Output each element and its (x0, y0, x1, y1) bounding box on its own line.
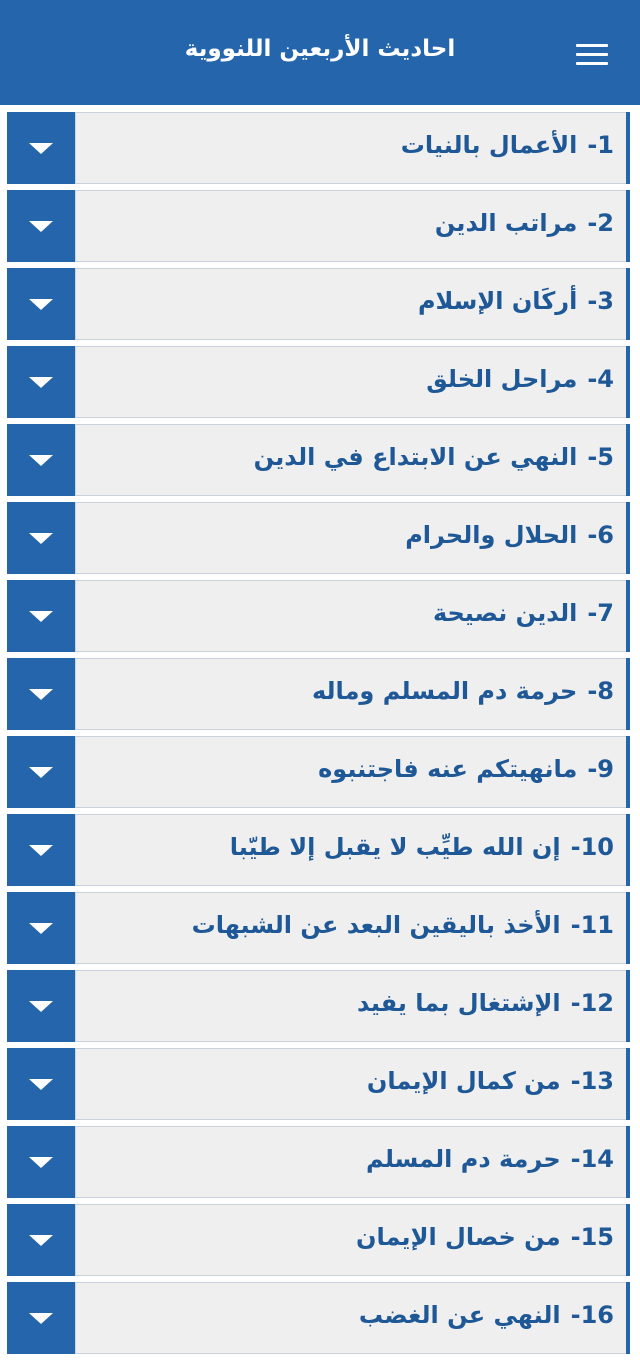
chevron-down-icon (29, 143, 53, 154)
chevron-down-icon (29, 1079, 53, 1090)
expand-button[interactable] (7, 892, 75, 964)
item-edge (626, 892, 630, 964)
item-label-box[interactable] (75, 814, 626, 886)
chevron-down-icon (29, 299, 53, 310)
list-item[interactable] (0, 736, 640, 808)
item-edge (626, 502, 630, 574)
item-edge (626, 1204, 630, 1276)
hamburger-menu-icon[interactable] (572, 38, 612, 74)
item-number: 8- (587, 677, 614, 705)
item-title: حرمة دم المسلم وماله (311, 677, 578, 705)
item-title: مراحل الخلق (426, 365, 578, 393)
app-header (0, 0, 640, 105)
item-number: 5- (587, 443, 614, 471)
list-item[interactable] (0, 814, 640, 886)
item-label (418, 287, 614, 315)
expand-button[interactable] (7, 112, 75, 184)
item-edge (626, 1282, 630, 1354)
item-label-box[interactable] (75, 970, 626, 1042)
item-number: 7- (587, 599, 614, 627)
item-label-box[interactable] (75, 892, 626, 964)
item-label-box[interactable] (75, 346, 626, 418)
chevron-down-icon (29, 1157, 53, 1168)
item-title: مانهيتكم عنه فاجتنبوه (318, 755, 578, 783)
item-number: 2- (587, 209, 614, 237)
item-label (230, 833, 614, 861)
chevron-down-icon (29, 533, 53, 544)
list-item[interactable] (0, 1282, 640, 1354)
page-title: احاديث الأربعين اللنووية (184, 36, 456, 62)
item-title: أركَان الإسلام (417, 287, 578, 315)
item-label (192, 911, 614, 939)
expand-button[interactable] (7, 502, 75, 574)
chevron-down-icon (29, 1313, 53, 1324)
item-title: إن الله طيِّب لا يقبل إلا طيّبا (229, 833, 561, 861)
item-label (356, 1223, 614, 1251)
item-edge (626, 814, 630, 886)
item-label (433, 599, 614, 627)
item-number: 10- (570, 833, 614, 861)
item-edge (626, 658, 630, 730)
item-title: الأعمال بالنيات (400, 131, 578, 159)
item-title: من خصال الإيمان (355, 1223, 561, 1251)
item-label-box[interactable] (75, 1282, 626, 1354)
item-edge (626, 268, 630, 340)
chevron-down-icon (29, 455, 53, 466)
list-item[interactable] (0, 190, 640, 262)
item-title: حرمة دم المسلم (366, 1145, 561, 1173)
item-label-box[interactable] (75, 658, 626, 730)
item-label-box[interactable] (75, 736, 626, 808)
item-number: 15- (570, 1223, 614, 1251)
expand-button[interactable] (7, 1204, 75, 1276)
item-label-box[interactable] (75, 1204, 626, 1276)
chevron-down-icon (29, 845, 53, 856)
list-item[interactable] (0, 1126, 640, 1198)
item-label-box[interactable] (75, 112, 626, 184)
item-number: 9- (587, 755, 614, 783)
item-title: النهي عن الابتداع في الدين (253, 443, 578, 471)
item-number: 4- (587, 365, 614, 393)
menu-bar (576, 62, 608, 65)
expand-button[interactable] (7, 1126, 75, 1198)
item-title: النهي عن الغضب (358, 1301, 561, 1329)
expand-button[interactable] (7, 814, 75, 886)
item-title: الحلال والحرام (405, 521, 578, 549)
item-number: 16- (570, 1301, 614, 1329)
item-label (318, 755, 614, 783)
chevron-down-icon (29, 377, 53, 388)
item-edge (626, 1126, 630, 1198)
expand-button[interactable] (7, 424, 75, 496)
item-title: الدين نصيحة (432, 599, 578, 627)
list-item[interactable] (0, 658, 640, 730)
item-number: 12- (570, 989, 614, 1017)
list-item[interactable] (0, 268, 640, 340)
list-item[interactable] (0, 502, 640, 574)
item-number: 6- (587, 521, 614, 549)
item-label (426, 365, 614, 393)
chevron-down-icon (29, 221, 53, 232)
item-label-box[interactable] (75, 190, 626, 262)
expand-button[interactable] (7, 268, 75, 340)
item-title: الأخذ باليقين البعد عن الشبهات (191, 911, 561, 939)
item-edge (626, 190, 630, 262)
hadith-list (0, 112, 640, 1360)
chevron-down-icon (29, 1235, 53, 1246)
item-label-box[interactable] (75, 502, 626, 574)
expand-button[interactable] (7, 1048, 75, 1120)
item-label-box[interactable] (75, 268, 626, 340)
chevron-down-icon (29, 767, 53, 778)
chevron-down-icon (29, 611, 53, 622)
item-label-box[interactable] (75, 1048, 626, 1120)
item-number: 3- (587, 287, 614, 315)
expand-button[interactable] (7, 970, 75, 1042)
list-item[interactable] (0, 580, 640, 652)
item-label (367, 1067, 614, 1095)
item-label (435, 209, 614, 237)
item-label (359, 1301, 614, 1329)
item-number: 14- (570, 1145, 614, 1173)
item-label (405, 521, 614, 549)
expand-button[interactable] (7, 1282, 75, 1354)
item-title: الإشتغال بما يفيد (356, 989, 561, 1017)
item-label (312, 677, 614, 705)
chevron-down-icon (29, 1001, 53, 1012)
list-item[interactable] (0, 346, 640, 418)
item-label (254, 443, 614, 471)
list-item[interactable] (0, 892, 640, 964)
menu-bar (576, 44, 608, 47)
list-item[interactable] (0, 424, 640, 496)
expand-button[interactable] (7, 658, 75, 730)
item-edge (626, 1048, 630, 1120)
list-item[interactable] (0, 1204, 640, 1276)
menu-bar (576, 53, 608, 56)
list-item[interactable] (0, 1048, 640, 1120)
item-edge (626, 112, 630, 184)
item-edge (626, 424, 630, 496)
item-edge (626, 970, 630, 1042)
item-label (401, 131, 614, 159)
item-edge (626, 346, 630, 418)
item-number: 13- (570, 1067, 614, 1095)
item-label-box[interactable] (75, 424, 626, 496)
item-number: 11- (570, 911, 614, 939)
item-title: من كمال الإيمان (366, 1067, 561, 1095)
item-label-box[interactable] (75, 1126, 626, 1198)
item-title: مراتب الدين (434, 209, 578, 237)
item-number: 1- (587, 131, 614, 159)
list-item[interactable] (0, 970, 640, 1042)
item-edge (626, 580, 630, 652)
item-edge (626, 736, 630, 808)
item-label (357, 989, 614, 1017)
expand-button[interactable] (7, 580, 75, 652)
chevron-down-icon (29, 689, 53, 700)
expand-button[interactable] (7, 346, 75, 418)
expand-button[interactable] (7, 736, 75, 808)
item-label (366, 1145, 614, 1173)
item-label-box[interactable] (75, 580, 626, 652)
list-item[interactable] (0, 112, 640, 184)
chevron-down-icon (29, 923, 53, 934)
expand-button[interactable] (7, 190, 75, 262)
